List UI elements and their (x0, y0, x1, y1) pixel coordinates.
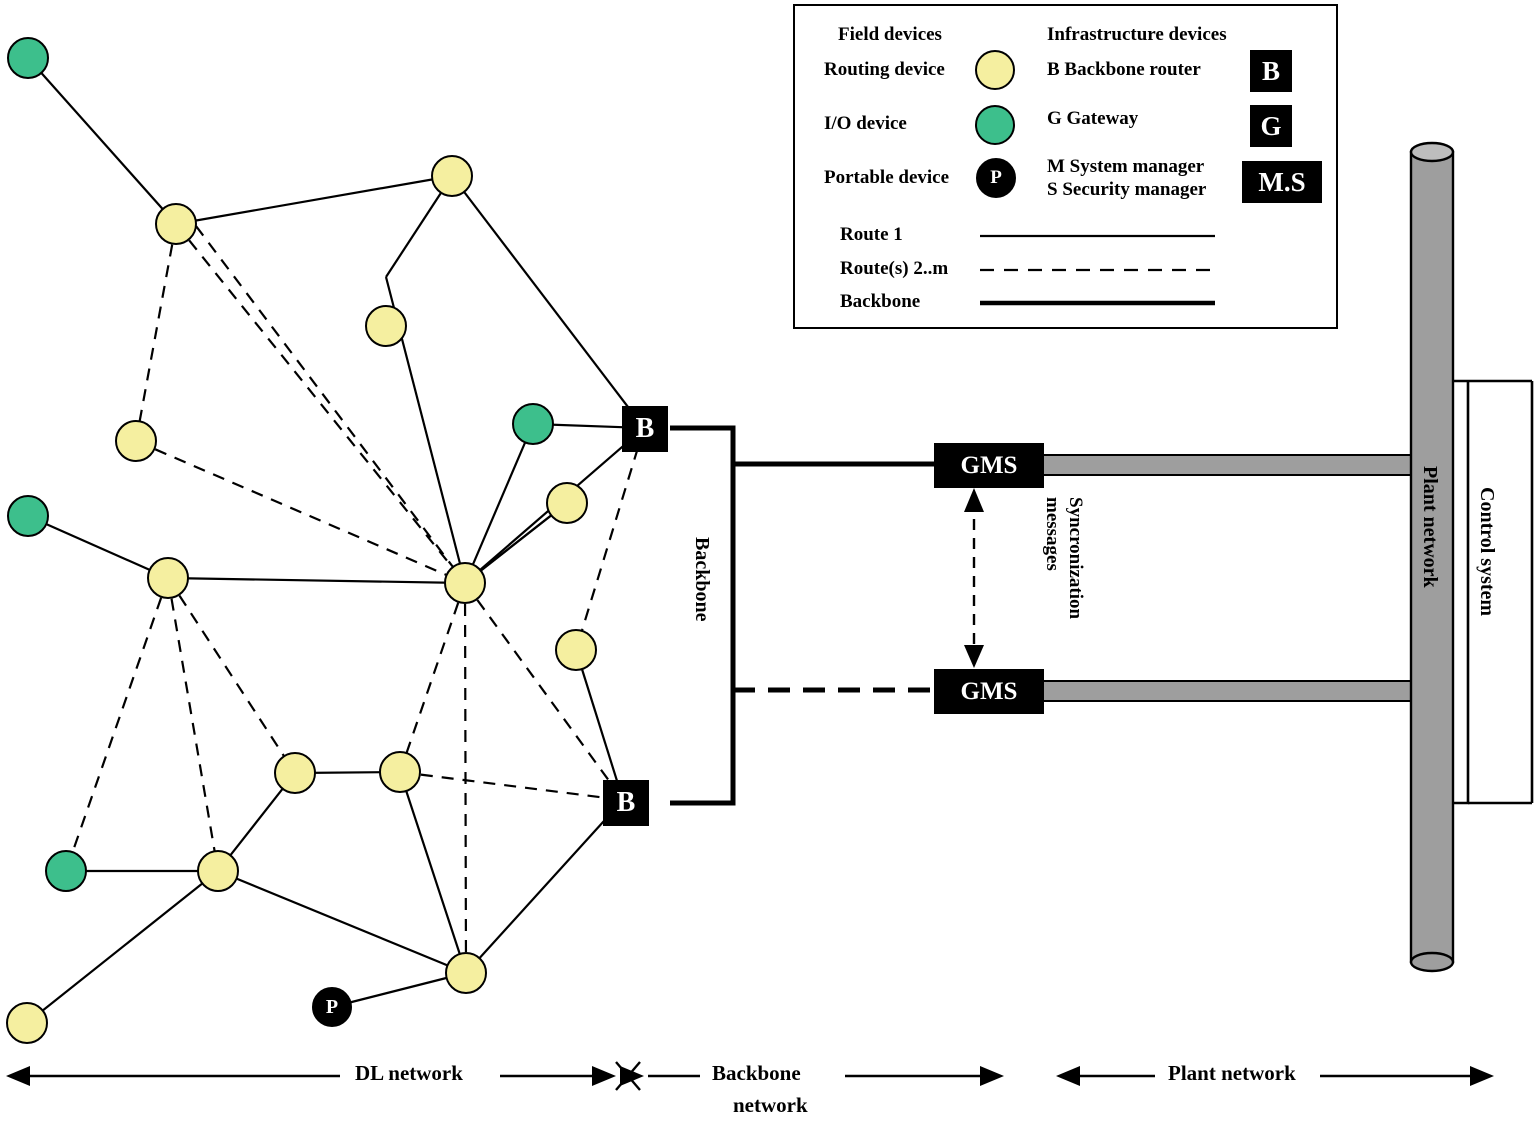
backbone-router-top (622, 406, 668, 452)
routing-device-node (115, 420, 157, 462)
portable-device-label: P (325, 995, 339, 1018)
routing-device-node (365, 305, 407, 347)
legend-portable-device-label: Portable device (824, 167, 950, 188)
legend-panel (793, 4, 1338, 329)
routing-device-node (155, 203, 197, 245)
portable-device-node (312, 987, 352, 1027)
legend-route1-label: Route 1 (840, 224, 903, 245)
legend-io-device-label: I/O device (824, 113, 907, 134)
routing-device-node (445, 952, 487, 994)
legend-backbone-label: Backbone (840, 291, 921, 312)
legend-routing-device-label: Routing device (824, 59, 945, 80)
gms-bottom-label: GMS (960, 677, 1018, 705)
gms-box-bottom (934, 669, 1044, 714)
legend-line-samples (795, 6, 1340, 331)
legend-field-devices-title: Field devices (838, 24, 942, 45)
footer-dl-network-label: DL network (355, 1061, 463, 1085)
io-device-node (512, 403, 554, 445)
routing-device-node (197, 850, 239, 892)
legend-b-icon-label: B (1261, 55, 1280, 86)
io-device-node (7, 495, 49, 537)
routing-device-node (555, 629, 597, 671)
gms-top-label: GMS (960, 451, 1018, 479)
backbone-router-bottom-label: B (616, 787, 636, 818)
routing-device-node (274, 752, 316, 794)
footer-backbone-network-label-line2: network (733, 1093, 808, 1117)
backbone-router-bottom (603, 780, 649, 826)
plant-network-vertical-label: Plant network (1419, 466, 1441, 588)
routing-device-node (546, 482, 588, 524)
legend-routes2m-label: Route(s) 2..m (840, 258, 949, 279)
legend-security-manager-label: S Security manager (1047, 179, 1207, 200)
sync-messages-label-line1: Syncronization (1065, 497, 1086, 620)
footer-plant-network-label: Plant network (1168, 1061, 1296, 1085)
routing-device-node (379, 751, 421, 793)
legend-gateway-label: G Gateway (1047, 108, 1139, 129)
legend-p-icon-label: P (990, 167, 1002, 188)
legend-backbone-router-label: B Backbone router (1047, 59, 1201, 80)
legend-system-manager-label: M System manager (1047, 156, 1205, 177)
sync-messages-label-line2: messages (1042, 497, 1063, 571)
control-system-vertical-label: Control system (1476, 487, 1498, 617)
io-device-node (7, 37, 49, 79)
routing-device-node (444, 562, 486, 604)
routing-device-node (147, 557, 189, 599)
backbone-vertical-label: Backbone (691, 537, 713, 622)
io-device-node (45, 850, 87, 892)
routing-device-node (431, 155, 473, 197)
gms-box-top (934, 443, 1044, 488)
routing-device-node (6, 1002, 48, 1044)
legend-infra-devices-title: Infrastructure devices (1047, 24, 1227, 45)
legend-g-icon-label: G (1260, 110, 1282, 141)
backbone-router-top-label: B (635, 413, 655, 444)
footer-backbone-network-label-line1: Backbone (712, 1061, 801, 1085)
legend-ms-icon-label: M.S (1258, 166, 1306, 197)
